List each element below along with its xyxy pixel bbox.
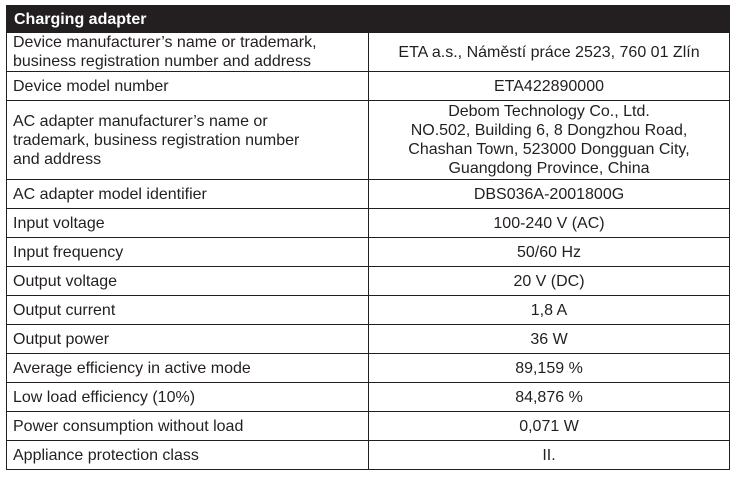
table-row — [7, 325, 730, 354]
row-value: 50/60 Hz — [369, 238, 730, 267]
table-row — [7, 267, 730, 296]
table-row — [7, 412, 730, 441]
charging-adapter-table — [6, 5, 730, 470]
table-header-row — [7, 6, 730, 33]
row-value: Debom Technology Co., Ltd. NO.502, Building 6, 8 Dongzhou Road, Chashan Town, 523000 Dongguan City, Guangdong Province, China — [369, 101, 730, 180]
row-label: Output current — [7, 296, 369, 325]
row-label: Low load efficiency (10%) — [7, 383, 369, 412]
row-value: II. — [369, 441, 730, 470]
row-value: 20 V (DC) — [369, 267, 730, 296]
row-value: DBS036A-2001800G — [369, 180, 730, 209]
row-label: AC adapter model identifier — [7, 180, 369, 209]
row-value: 84,876 % — [369, 383, 730, 412]
table-row — [7, 101, 730, 180]
table-row — [7, 33, 730, 72]
row-label: Device model number — [7, 72, 369, 101]
table-title: Charging adapter — [7, 6, 730, 33]
row-value: ETA a.s., Náměstí práce 2523, 760 01 Zlín — [369, 33, 730, 72]
spec-sheet — [6, 5, 729, 470]
row-label: AC adapter manufacturer’s name or trademark, business registration number and address — [7, 101, 369, 180]
row-label: Device manufacturer’s name or trademark, business registration number and address — [7, 33, 369, 72]
row-value: 1,8 A — [369, 296, 730, 325]
row-label: Appliance protection class — [7, 441, 369, 470]
row-value: ETA422890000 — [369, 72, 730, 101]
row-label: Output power — [7, 325, 369, 354]
table-row — [7, 296, 730, 325]
table-row — [7, 238, 730, 267]
table-row — [7, 209, 730, 238]
table-row — [7, 72, 730, 101]
row-label: Power consumption without load — [7, 412, 369, 441]
table-row — [7, 354, 730, 383]
row-value: 0,071 W — [369, 412, 730, 441]
row-label: Input frequency — [7, 238, 369, 267]
row-value: 36 W — [369, 325, 730, 354]
row-label: Output voltage — [7, 267, 369, 296]
row-value: 89,159 % — [369, 354, 730, 383]
table-row — [7, 180, 730, 209]
table-row — [7, 441, 730, 470]
row-value: 100-240 V (AC) — [369, 209, 730, 238]
row-label: Average efficiency in active mode — [7, 354, 369, 383]
row-label: Input voltage — [7, 209, 369, 238]
table-row — [7, 383, 730, 412]
